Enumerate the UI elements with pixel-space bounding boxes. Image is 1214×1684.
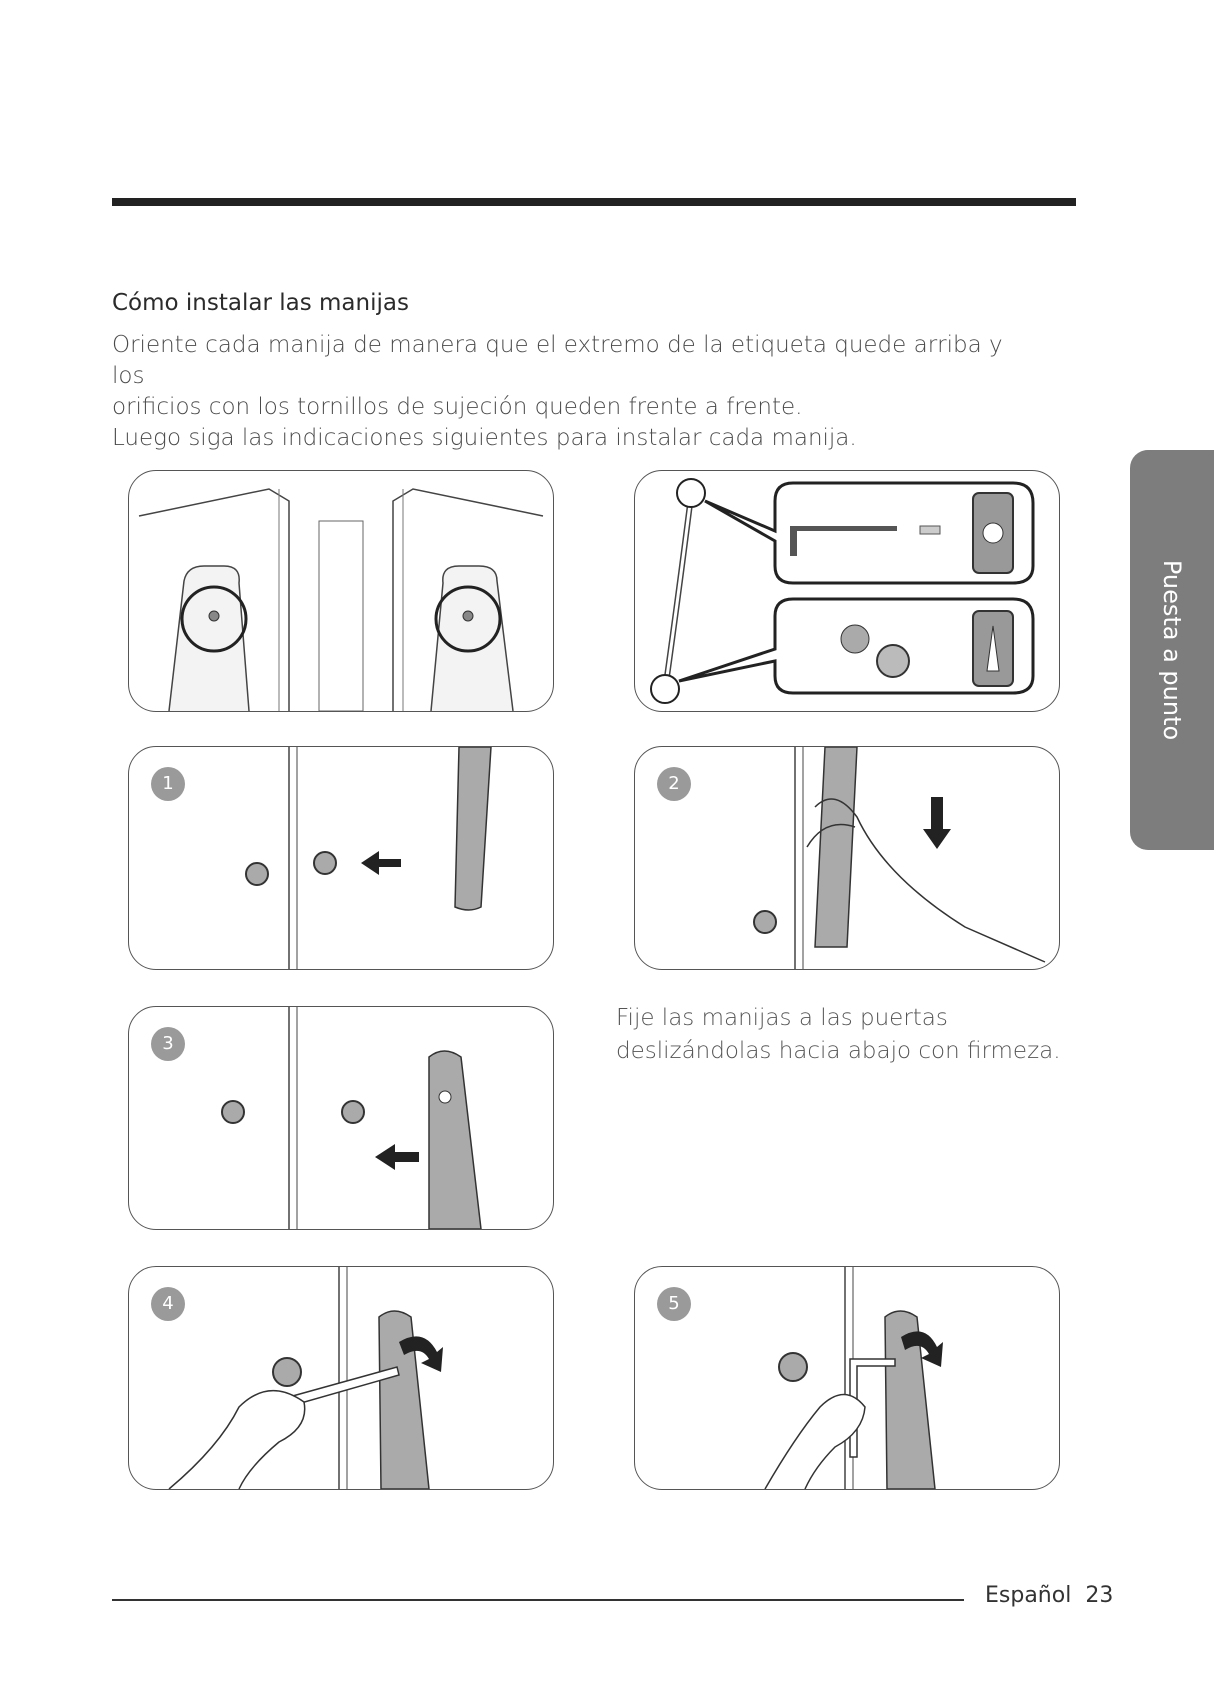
step-number-badge: 2 xyxy=(657,767,691,801)
step-4-drawing xyxy=(129,1267,553,1489)
footer-language: Español xyxy=(985,1583,1072,1608)
page-footer xyxy=(985,1583,1113,1608)
step-number-badge: 5 xyxy=(657,1287,691,1321)
step-1-panel xyxy=(128,746,554,970)
illustration-parts xyxy=(634,470,1060,712)
chapter-tab xyxy=(1130,450,1214,850)
step-3-drawing xyxy=(129,1007,553,1229)
step-note-line: Fije las manijas a las puertas xyxy=(616,1005,948,1031)
intro-line: Luego siga las indicaciones siguientes para instalar cada manija. xyxy=(112,425,857,451)
intro-line: orificios con los tornillos de sujeción queden frente a frente. xyxy=(112,394,803,420)
step-number-badge: 3 xyxy=(151,1027,185,1061)
intro-text xyxy=(112,330,1012,454)
step-1-drawing xyxy=(129,747,553,969)
step-note-line: deslizándolas hacia abajo con firmeza. xyxy=(616,1038,1061,1064)
top-rule xyxy=(112,198,1076,206)
step-number-badge: 4 xyxy=(151,1287,185,1321)
intro-line: Oriente cada manija de manera que el extremo de la etiqueta quede arriba y los xyxy=(112,332,1003,389)
step-2-panel xyxy=(634,746,1060,970)
step-3-panel xyxy=(128,1006,554,1230)
page-number: 23 xyxy=(1085,1583,1114,1608)
step-2-drawing xyxy=(635,747,1059,969)
step-note xyxy=(616,1002,1086,1068)
step-number-badge: 1 xyxy=(151,767,185,801)
parts-drawing xyxy=(635,471,1059,711)
footer-rule xyxy=(112,1599,964,1601)
step-4-panel xyxy=(128,1266,554,1490)
doors-overview-drawing xyxy=(129,471,553,711)
step-5-drawing xyxy=(635,1267,1059,1489)
illustration-doors-overview xyxy=(128,470,554,712)
step-5-panel xyxy=(634,1266,1060,1490)
chapter-tab-label: Puesta a punto xyxy=(1158,559,1186,741)
section-title: Cómo instalar las manijas xyxy=(112,290,409,316)
